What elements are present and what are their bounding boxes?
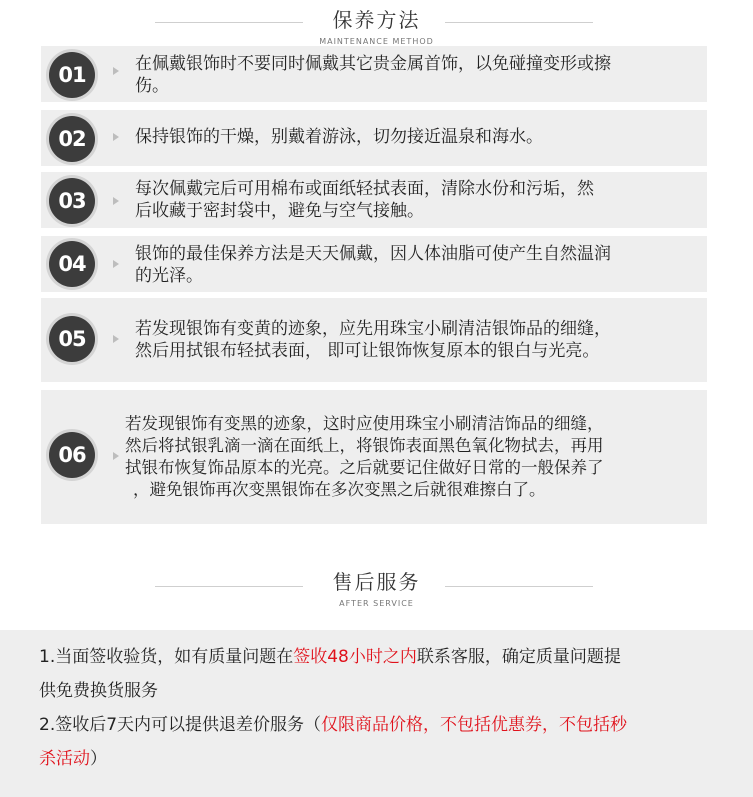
text-line: 银饰的最佳保养方法是天天佩戴，因人体油脂可使产生自然温润 (135, 244, 611, 264)
step-text (135, 126, 697, 148)
arrow-icon (113, 452, 119, 460)
text-line: 若发现银饰有变黄的迹象，应先用珠宝小刷清洁银饰品的细缝， (135, 319, 611, 339)
text-line: 然后将拭银乳滴一滴在面纸上，将银饰表面黑色氧化物拭去，再用 (125, 436, 604, 455)
after-service-panel (0, 630, 753, 797)
policy-text: ） (90, 749, 107, 769)
maintenance-card-6 (41, 390, 707, 524)
text-line: 保持银饰的干燥，别戴着游泳，切勿接近温泉和海水。 (135, 127, 543, 147)
step-text (135, 53, 697, 97)
policy-text: 联系客服，确定质量问题提 (416, 647, 621, 667)
policy-highlight: 仅限商品价格，不包括优惠券，不包括秒 (321, 715, 628, 735)
step-number-badge: 05 (49, 316, 95, 362)
policy-line-3 (39, 708, 733, 743)
maintenance-card-4 (41, 236, 707, 292)
arrow-icon (113, 67, 119, 75)
maintenance-card-3 (41, 172, 707, 228)
text-line: 在佩戴银饰时不要同时佩戴其它贵金属首饰，以免碰撞变形或擦 (135, 54, 611, 74)
step-number-badge: 02 (49, 116, 95, 162)
after-service-title: 售后服务 (332, 570, 421, 594)
arrow-icon (113, 197, 119, 205)
arrow-icon (113, 335, 119, 343)
maintenance-subtitle: MAINTENANCE METHOD (319, 37, 434, 46)
step-text (125, 413, 703, 501)
after-service-header (0, 566, 753, 608)
text-line: ，避免银饰再次变黑银饰在多次变黑之后就很难擦白了。 (133, 480, 546, 499)
text-line: 拭银布恢复饰品原本的光亮。之后就要记住做好日常的一般保养了 (125, 458, 604, 477)
text-line: 然后用拭银布轻拭表面， 即可让银饰恢复原本的银白与光亮。 (135, 341, 600, 361)
arrow-icon (113, 133, 119, 141)
policy-text: 1.当面签收验货，如有质量问题在 (39, 647, 294, 667)
policy-highlight: 签收48小时之内 (293, 647, 417, 667)
policy-text: 供免费换货服务 (39, 681, 158, 701)
after-service-subtitle: AFTER SERVICE (339, 599, 414, 608)
maintenance-header (0, 4, 753, 46)
maintenance-card-2 (41, 110, 707, 166)
text-line: 伤。 (135, 76, 169, 96)
step-number-badge: 01 (49, 52, 95, 98)
maintenance-title: 保养方法 (332, 8, 421, 32)
policy-text: 2.签收后7天内可以提供退差价服务（ (39, 715, 322, 735)
step-text (135, 178, 697, 222)
policy-line-4 (39, 742, 733, 777)
text-line: 若发现银饰有变黑的迹象，这时应使用珠宝小刷清洁饰品的细缝， (125, 414, 604, 433)
step-number-badge: 04 (49, 241, 95, 287)
step-text (135, 243, 697, 287)
policy-highlight: 杀活动 (39, 749, 90, 769)
text-line: 后收藏于密封袋中，避免与空气接触。 (135, 201, 424, 221)
text-line: 每次佩戴完后可用棉布或面纸轻拭表面，清除水份和污垢，然 (135, 179, 594, 199)
text-line: 的光泽。 (135, 266, 203, 286)
maintenance-card-1 (41, 46, 707, 102)
step-number-badge: 03 (49, 178, 95, 224)
maintenance-card-5 (41, 298, 707, 382)
policy-line-1 (39, 640, 733, 675)
step-number-badge: 06 (49, 432, 95, 478)
policy-line-2 (39, 674, 733, 709)
step-text (135, 318, 697, 362)
arrow-icon (113, 260, 119, 268)
